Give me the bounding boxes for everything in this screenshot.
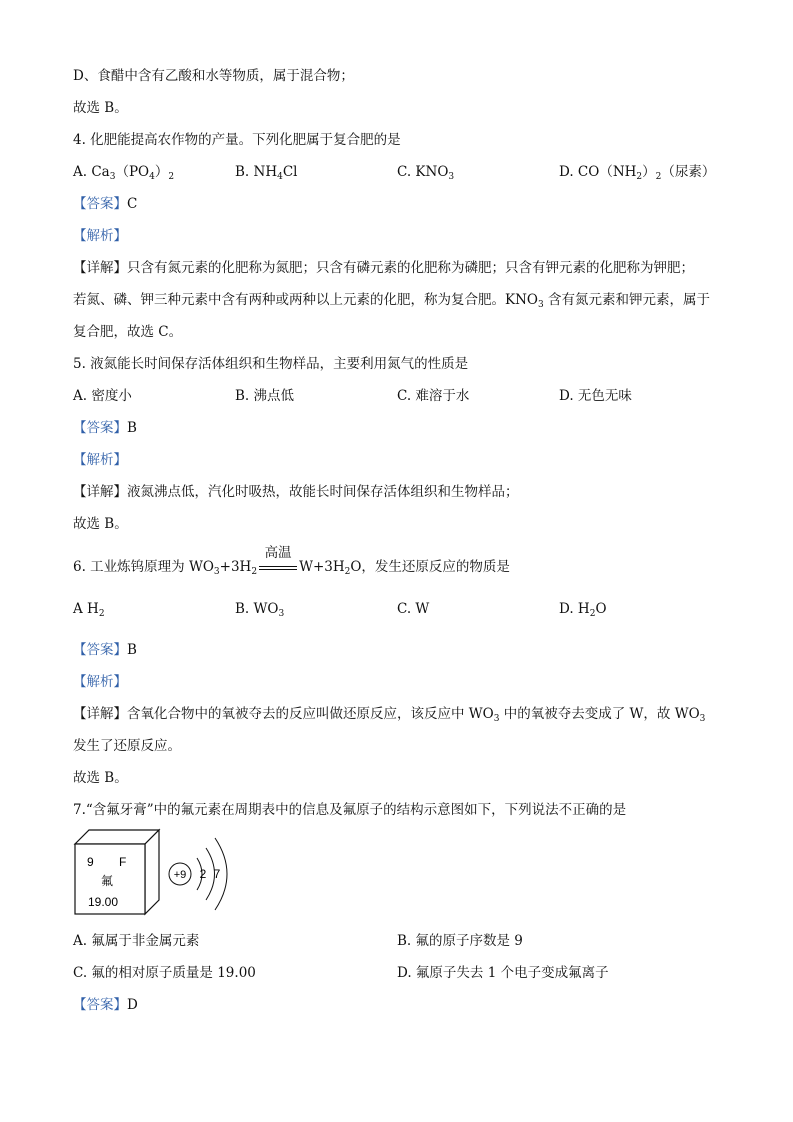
q4-analysis [73,227,127,245]
q4-option-b: B. $NH_4Cl$ [235,164,298,182]
q4-detail: 【详解】只含有氮元素的化肥称为氮肥；只含有磷元素的化肥称为磷肥；只含有钾元素的化肥称为钾肥； [73,260,694,276]
q5-option-a: A. 密度小 [73,388,132,404]
fluorine-diagram [73,826,243,916]
q4-option-c: C. $KNO_3$ [397,164,455,182]
q5-answer: 【答案】B [73,420,137,436]
q6-answer: 【答案】B [73,642,137,658]
q4-detail-cont: 若氮、磷、钾三种元素中含有两种或两种以上元素的化肥，称为复合肥。$KNO_3$ 含有氮元素和钾元素，属于 [73,292,710,310]
question-5: 5. 液氮能长时间保存活体组织和生物样品，主要利用氮气的性质是 [73,356,469,372]
q7-option-d: D. 氟原子失去 1 个电子变成氟离子 [397,965,609,981]
q5-option-d: D. 无色无味 [559,388,632,404]
q6-detail: 【详解】含氧化合物中的氧被夺去的反应叫做还原反应，该反应中 $WO_3$ 中的氧被夺去变成了 W，故 $WO_3$ [73,706,706,724]
q6-detail-cont: 发生了还原反应。 [73,738,181,754]
card-side-face [145,830,159,914]
q5-conclusion: 故选 B。 [73,516,128,532]
shell-1-electrons: 2 [199,867,207,881]
question-7: 7.“含氟牙膏”中的氟元素在周期表中的信息及氟原子的结构示意图如下，下列说法不正确的是 [73,802,627,818]
text-line: 故选 B。 [73,100,128,116]
nuclear-charge: +9 [173,869,187,881]
q7-option-c: C. 氟的相对原子质量是 19.00 [73,965,256,981]
atomic-number: 9 [87,855,94,869]
q4-answer: 【答案】C [73,196,138,212]
q6-analysis: 【解析】 [73,674,127,690]
q7-option-b: B. 氟的原子序数是 9 [397,933,523,949]
analysis-tag: 【解析】 [73,228,127,244]
q5-option-c: C. 难溶于水 [397,388,470,404]
q6-option-a: A $H_2$ [73,601,105,619]
element-symbol: F [119,855,127,869]
shell-2-electrons: 7 [213,867,221,881]
q7-option-a: A. 氟属于非金属元素 [73,933,200,949]
q4-detail-cont: 复合肥，故选 C。 [73,324,183,340]
q4-option-d: D. $CO(NH_2)_2$（尿素） [559,164,716,182]
atomic-mass: 19.00 [88,895,119,909]
question-4: 4. 化肥能提高农作物的产量。下列化肥属于复合肥的是 [73,132,401,148]
q5-detail: 【详解】液氮沸点低，汽化时吸热，故能长时间保存活体组织和生物样品； [73,484,519,500]
q6-option-d: D. $H_2O$ [559,601,607,619]
element-name: 氟 [101,874,114,888]
question-6: 6. 工业炼钨原理为 $WO_3+3H_2$ 高温 $W+3H_2O$，发生还原反应的物质是 [73,544,510,577]
text-line: D、食醋中含有乙酸和水等物质，属于混合物； [73,68,354,84]
q6-option-b: B. $WO_3$ [235,601,285,619]
q6-conclusion: 故选 B。 [73,770,128,786]
answer-tag: 【答案】 [73,196,127,212]
q6-option-c: C. W [397,601,430,617]
q7-answer: 【答案】D [73,997,138,1013]
q4-option-a: A. $Ca_3(PO_4)_2$ [73,164,175,182]
element-and-atom-figure [73,826,243,916]
q5-option-b: B. 沸点低 [235,388,295,404]
reaction-condition: 高温 [258,561,298,575]
q5-analysis: 【解析】 [73,452,127,468]
